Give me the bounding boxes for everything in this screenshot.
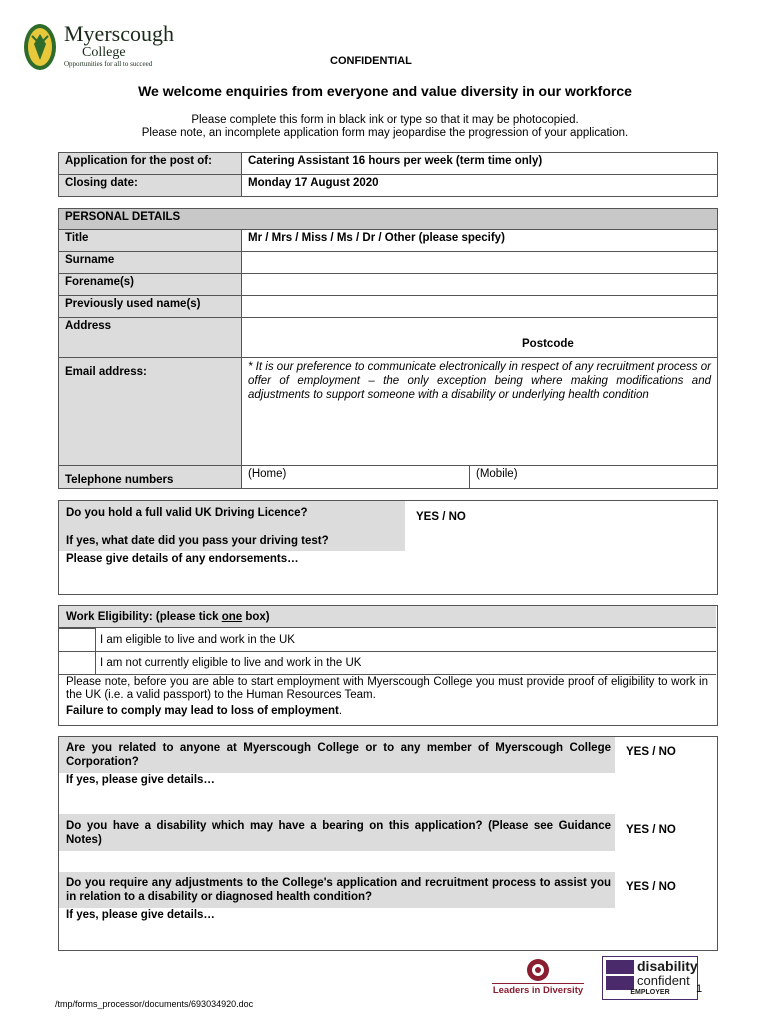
eligibility-note: Please note, before you are able to start employment with Myerscough College you must provide proof of eligibility to work in the UK (i.e. a valid passport) to the Human Resources Team. — [66, 676, 708, 701]
not-eligible-checkbox[interactable] — [58, 651, 96, 675]
page-heading: We welcome enquiries from everyone and value diversity in our workforce — [138, 83, 632, 99]
related-question: Are you related to anyone at Myerscough College or to any member of Myerscough College Corporation? — [66, 742, 611, 768]
confidential-label: CONFIDENTIAL — [330, 55, 412, 67]
closing-label: Closing date: — [59, 175, 242, 197]
intro-line-1: Please complete this form in black ink or type so that it may be photocopied. — [191, 114, 579, 126]
document-path: /tmp/forms_processor/documents/693034920.doc — [55, 999, 254, 1009]
adjustments-question: Do you require any adjustments to the College's application and recruitment process to assist you in relation to a disability or diagnosed health condition? — [66, 877, 611, 903]
telephone-label: Telephone numbers — [59, 466, 242, 489]
post-table — [58, 152, 718, 197]
intro-line-2: Please note, an incomplete application form may jeopardise the progression of your application. — [141, 127, 629, 139]
disability-confident-line1: disability — [637, 958, 698, 974]
forenames-field[interactable] — [242, 274, 718, 296]
driving-yes-no[interactable]: YES / NO — [416, 511, 466, 523]
adjustments-details-label: If yes, please give details… — [66, 909, 215, 921]
leaders-in-diversity-icon — [526, 958, 550, 982]
leaders-in-diversity-text: Leaders in Diversity — [492, 985, 584, 996]
related-yes-no[interactable]: YES / NO — [626, 746, 676, 758]
eligible-checkbox[interactable] — [58, 628, 96, 652]
adjustments-yes-no[interactable]: YES / NO — [626, 881, 676, 893]
email-note: * It is our preference to communicate electronically in respect of any recruitment process or offer of employment – the only exception being where making modifications and adjustments to support someone with a disability or underlying health condition — [248, 361, 711, 401]
leaders-in-diversity-logo — [492, 958, 584, 1000]
intro-text — [0, 114, 770, 140]
address-label: Address — [59, 318, 242, 358]
page-number: 1 — [696, 983, 703, 995]
college-logo — [22, 22, 182, 72]
disability-confident-line3: EMPLOYER — [630, 989, 670, 996]
driving-date-question: If yes, what date did you pass your driving test? — [66, 535, 329, 547]
college-crest-icon — [22, 22, 62, 72]
personal-details-table — [58, 208, 718, 489]
eligibility-divider-2 — [59, 674, 716, 675]
college-tagline: Opportunities for all to succeed — [64, 60, 153, 68]
postcode-label: Postcode — [522, 338, 574, 350]
surname-field[interactable] — [242, 252, 718, 274]
disability-confident-line2: confident — [637, 973, 690, 988]
surname-label: Surname — [59, 252, 242, 274]
disability-confident-logo — [602, 956, 698, 1000]
eligibility-divider-1 — [95, 651, 716, 652]
post-label: Application for the post of: — [59, 153, 242, 175]
eligibility-warning: Failure to comply may lead to loss of employment. — [66, 705, 343, 717]
disability-yes-no[interactable]: YES / NO — [626, 824, 676, 836]
title-label: Title — [59, 230, 242, 252]
college-name: Myerscough — [64, 21, 174, 46]
related-details-label: If yes, please give details… — [66, 774, 215, 786]
college-sub: College — [82, 45, 126, 60]
closing-value: Monday 17 August 2020 — [242, 175, 718, 197]
forenames-label: Forename(s) — [59, 274, 242, 296]
personal-details-header: PERSONAL DETAILS — [59, 209, 718, 230]
home-label: (Home) — [248, 468, 287, 480]
previous-names-field[interactable] — [242, 296, 718, 318]
disability-question: Do you have a disability which may have a bearing on this application? (Please see Guidance Notes) — [66, 820, 611, 846]
eligible-option-label: I am eligible to live and work in the UK — [100, 634, 295, 646]
email-label: Email address: — [59, 358, 242, 466]
post-value: Catering Assistant 16 hours per week (term time only) — [242, 153, 718, 175]
mobile-phone-field[interactable] — [470, 466, 718, 489]
title-options[interactable]: Mr / Mrs / Miss / Ms / Dr / Other (please specify) — [242, 230, 718, 252]
previous-names-label: Previously used name(s) — [59, 296, 242, 318]
not-eligible-option-label: I am not currently eligible to live and work in the UK — [100, 657, 362, 669]
home-phone-field[interactable] — [242, 466, 470, 489]
disability-confident-icon-top — [606, 960, 634, 974]
email-field[interactable] — [242, 358, 718, 466]
driving-question: Do you hold a full valid UK Driving Licence? — [66, 507, 308, 519]
address-field[interactable] — [242, 318, 718, 358]
work-eligibility-title: Work Eligibility: (please tick one box) — [66, 611, 270, 623]
mobile-label: (Mobile) — [476, 468, 518, 480]
disability-confident-icon-bottom — [606, 976, 634, 990]
endorsements-label: Please give details of any endorsements… — [66, 553, 299, 565]
